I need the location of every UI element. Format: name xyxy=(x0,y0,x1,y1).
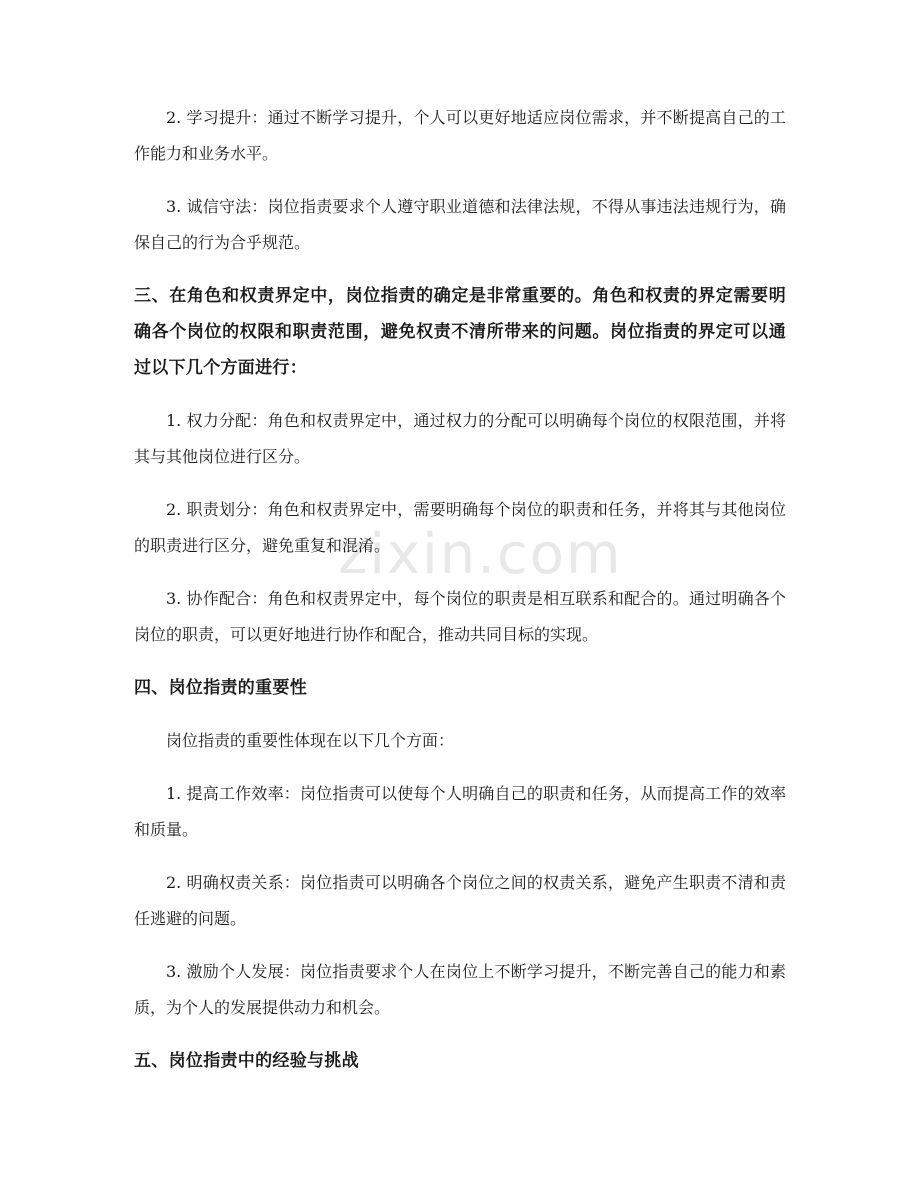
paragraph-responsibility-relations: 2. 明确权责关系：岗位指责可以明确各个岗位之间的权责关系，避免产生职责不清和责任逃避的问题。 xyxy=(134,873,786,928)
paragraph-importance-intro: 岗位指责的重要性体现在以下几个方面： xyxy=(166,731,455,750)
watermark-text: zixin.com xyxy=(338,522,623,587)
section-heading-4: 四、岗位指责的重要性 xyxy=(134,678,307,698)
paragraph-duty-division: 2. 职责划分：角色和权责界定中，需要明确每个岗位的职责和任务，并将其与其他岗位的职责进行区分，避免重复和混淆。 xyxy=(134,500,786,555)
paragraph-collaboration: 3. 协作配合：角色和权责界定中，每个岗位的职责是相互联系和配合的。通过明确各个岗位的职责，可以更好地进行协作和配合，推动共同目标的实现。 xyxy=(134,589,786,644)
paragraph-power-distribution: 1. 权力分配：角色和权责界定中，通过权力的分配可以明确每个岗位的权限范围，并将其与其他岗位进行区分。 xyxy=(134,411,786,466)
section-heading-5: 五、岗位指责中的经验与挑战 xyxy=(134,1051,359,1071)
paragraph-efficiency: 1. 提高工作效率：岗位指责可以使每个人明确自己的职责和任务，从而提高工作的效率和质量。 xyxy=(134,784,786,839)
section-heading-3: 三、在角色和权责界定中，岗位指责的确定是非常重要的。角色和权责的界定需要明确各个岗位的权限和职责范围，避免权责不清所带来的问题。岗位指责的界定可以通过以下几个方面进行： xyxy=(134,286,786,378)
paragraph-integrity-law: 3. 诚信守法：岗位指责要求个人遵守职业道德和法律法规，不得从事违法违规行为，确保自己的行为合乎规范。 xyxy=(134,197,786,252)
document-body xyxy=(134,100,786,1079)
paragraph-personal-development: 3. 激励个人发展：岗位指责要求个人在岗位上不断学习提升，不断完善自己的能力和素质，为个人的发展提供动力和机会。 xyxy=(134,962,786,1017)
paragraph-learning-improvement: 2. 学习提升：通过不断学习提升，个人可以更好地适应岗位需求，并不断提高自己的工作能力和业务水平。 xyxy=(134,108,786,163)
